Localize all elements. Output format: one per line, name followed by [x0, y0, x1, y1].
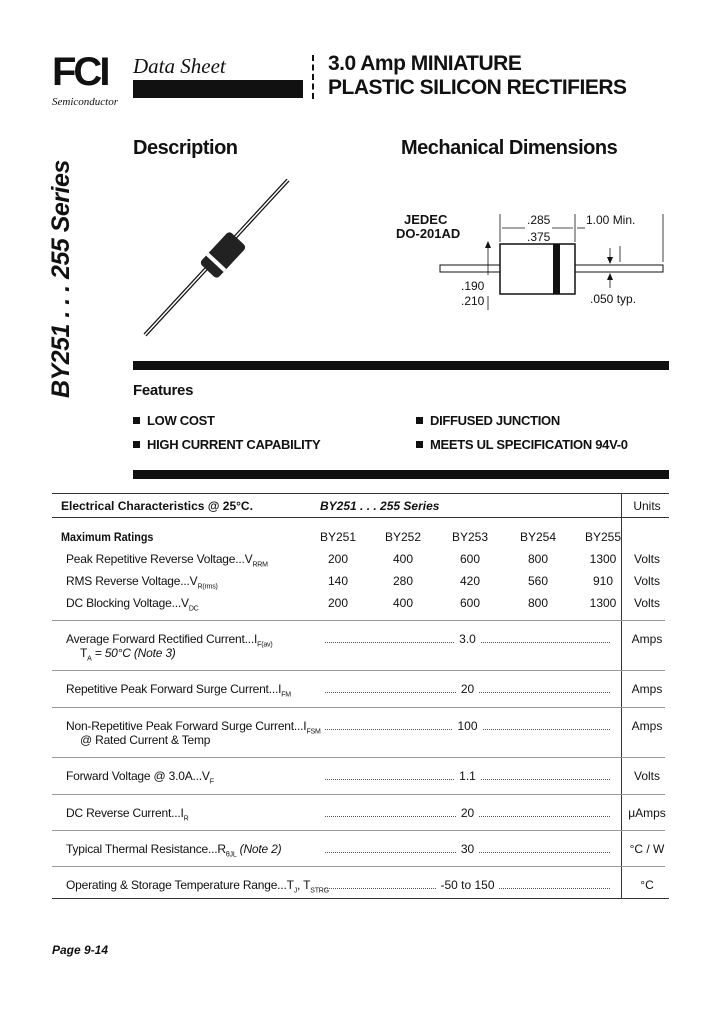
- rating-value: 800: [527, 596, 549, 610]
- company-logo: FCI: [52, 50, 108, 94]
- characteristic-value-wrap: [325, 842, 610, 856]
- rating-label: Peak Repetitive Reverse $Voltage...V_{RRM}$: [66, 552, 268, 569]
- features-bottom-rule: [133, 470, 669, 479]
- row-separator: [52, 707, 665, 708]
- rating-value: 420: [459, 574, 481, 588]
- rating-label: RMS Reverse $Voltage...V_{R(rms)}$: [66, 574, 218, 591]
- package-label: DO-201AD: [396, 226, 461, 241]
- characteristic-unit: °C: [640, 878, 654, 892]
- characteristic-value: 30: [457, 842, 478, 856]
- rating-value: 1300: [589, 552, 617, 566]
- model-col: BY255: [584, 530, 622, 544]
- characteristic-value: 3.0: [455, 632, 480, 646]
- characteristic-value: 100: [453, 719, 481, 733]
- characteristic-value: 1.1: [455, 769, 480, 783]
- rating-value: 140: [327, 574, 349, 588]
- rating-value: 400: [392, 596, 414, 610]
- table-header-rule: [52, 517, 669, 518]
- characteristic-value-wrap: [325, 719, 610, 733]
- features-heading: Features: [133, 382, 194, 399]
- doc-type: Data Sheet: [133, 54, 226, 78]
- model-col: BY253: [451, 530, 489, 544]
- bullet-icon: [416, 417, 423, 424]
- jedec-label: JEDEC: [404, 212, 448, 227]
- lead-diameter: .050 typ.: [590, 292, 637, 306]
- characteristic-sublabel: $T_A = 50^\circ C$ (Note 3): [80, 646, 176, 663]
- characteristic-label: Average Forward Rectified $Current...I_{F(av)}$: [66, 632, 273, 649]
- row-separator: [52, 866, 665, 867]
- mechanical-heading: Mechanical Dimensions: [401, 137, 618, 159]
- table-bottom-border: [52, 898, 669, 899]
- max-ratings-label: Maximum Ratings: [61, 530, 154, 544]
- rating-value: 280: [392, 574, 414, 588]
- rating-value: 910: [592, 574, 614, 588]
- characteristic-value: 20: [457, 682, 478, 696]
- characteristic-label: Non-Repetitive Peak Forward Surge $Current...I_{FSM}$: [66, 719, 321, 736]
- bullet-icon: [416, 441, 423, 448]
- characteristic-label: Typical Thermal $Resistance...R_{\theta JL}$ (Note 2): [66, 842, 282, 859]
- feature-item: [416, 413, 560, 428]
- characteristic-unit: Amps: [631, 682, 663, 696]
- table-series: BY251 . . . 255 Series: [320, 499, 440, 513]
- characteristic-value: -50 to 150: [436, 878, 498, 892]
- characteristic-unit: °C / W: [629, 842, 665, 856]
- rating-value: 200: [327, 596, 349, 610]
- feature-item: [416, 437, 628, 452]
- feature-label: DIFFUSED JUNCTION: [430, 413, 560, 428]
- dimension-drawing: [430, 200, 670, 310]
- lead-length: 1.00 Min.: [586, 213, 636, 227]
- characteristic-label: DC Reverse $Current...I_R$: [66, 806, 189, 823]
- rating-value: 1300: [589, 596, 617, 610]
- model-col: BY251: [319, 530, 357, 544]
- row-separator: [52, 757, 665, 758]
- rating-value: 800: [527, 552, 549, 566]
- header-divider: [312, 55, 314, 99]
- characteristic-unit: Amps: [631, 632, 663, 646]
- characteristic-label: Operating & Storage Temperature $Range...T_J$, $T_{STRG}$: [66, 878, 329, 895]
- characteristic-value-wrap: [325, 806, 610, 820]
- model-col: BY254: [519, 530, 557, 544]
- description-heading: Description: [133, 137, 238, 159]
- characteristic-label: Forward Voltage @ $3.0A...V_F$: [66, 769, 214, 786]
- table-title: Electrical Characteristics @ 25°C.: [61, 499, 253, 513]
- rating-value: 560: [527, 574, 549, 588]
- body-length-min: .285: [527, 213, 551, 227]
- row-separator: [52, 830, 665, 831]
- characteristic-value: 20: [457, 806, 478, 820]
- characteristic-value-wrap: [325, 878, 610, 892]
- logo-subtitle: Semiconductor: [52, 96, 118, 108]
- units-header: Units: [633, 499, 661, 513]
- table-top-border: [52, 493, 669, 494]
- characteristic-value-wrap: [325, 632, 610, 646]
- feature-item: [133, 437, 320, 452]
- rating-unit: Volts: [633, 574, 660, 588]
- page-title-line2: PLASTIC SILICON RECTIFIERS: [328, 76, 627, 99]
- characteristic-sublabel: @ Rated Current & Temp: [80, 733, 211, 747]
- feature-label: MEETS UL SPECIFICATION 94V-0: [430, 437, 628, 452]
- diameter-max: .210: [461, 294, 485, 308]
- page-title-line1: 3.0 Amp MINIATURE: [328, 52, 522, 75]
- characteristic-label: Repetitive Peak Forward Surge $Current...I_{FM}$: [66, 682, 291, 699]
- row-separator: [52, 670, 665, 671]
- rating-unit: Volts: [633, 596, 660, 610]
- characteristic-unit: Volts: [633, 769, 660, 783]
- feature-label: LOW COST: [147, 413, 215, 428]
- feature-label: HIGH CURRENT CAPABILITY: [147, 437, 321, 452]
- bullet-icon: [133, 417, 140, 424]
- rating-unit: Volts: [633, 552, 660, 566]
- characteristic-unit: μAmps: [628, 806, 666, 820]
- characteristic-value-wrap: [325, 769, 610, 783]
- rating-value: 200: [327, 552, 349, 566]
- rating-value: 400: [392, 552, 414, 566]
- characteristic-unit: Amps: [631, 719, 663, 733]
- characteristic-value-wrap: [325, 682, 610, 696]
- model-col: BY252: [384, 530, 422, 544]
- header-bar: [133, 80, 303, 98]
- page-number: Page 9-14: [52, 943, 109, 957]
- row-separator: [52, 620, 665, 621]
- rating-value: 600: [459, 552, 481, 566]
- diode-illustration: [140, 170, 300, 340]
- series-vertical-label: BY251 . . . 255 Series: [47, 160, 75, 398]
- features-top-rule: [133, 361, 669, 370]
- feature-item: [133, 413, 215, 428]
- bullet-icon: [133, 441, 140, 448]
- body-length-max: .375: [527, 230, 551, 244]
- row-separator: [52, 794, 665, 795]
- rating-label: DC Blocking $Voltage...V_{DC}$: [66, 596, 199, 613]
- rating-value: 600: [459, 596, 481, 610]
- diameter-min: .190: [461, 279, 485, 293]
